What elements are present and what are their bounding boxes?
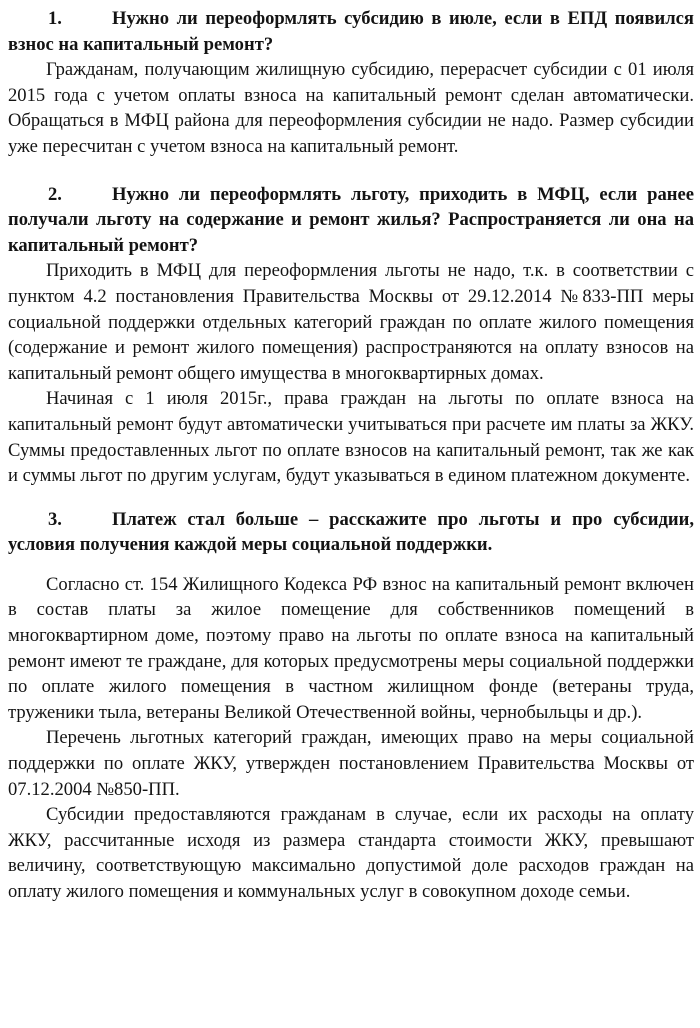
faq-section-3 xyxy=(8,507,694,905)
answer-paragraph: Гражданам, получающим жилищную субсидию, перерасчет субсидии с 01 июля 2015 года с учетом оплаты взноса на капитальный ремонт сделан автоматически. Обращаться в МФЦ района для переоформления субсидии не надо. Размер субсидии уже пересчитан с учетом взноса на капитальный ремонт. xyxy=(8,59,694,157)
faq-section-2 xyxy=(8,182,694,489)
answer-paragraph: Субсидии предоставляются гражданам в случае, если их расходы на оплату ЖКУ, рассчитанные исходя из размера стандарта стоимости ЖКУ, превышают величину, соответствующую максимально допустимой доле расходов граждан на оплату жилого помещения и коммунальных услуг в совокупном доходе семьи. xyxy=(8,804,694,902)
question-heading xyxy=(8,182,694,259)
question-text: Платеж стал больше – расскажите про льготы и про субсидии, условия получения каждой меры социальной поддержки. xyxy=(8,508,694,556)
question-heading xyxy=(8,6,694,57)
section-spacer xyxy=(8,489,694,507)
question-number: 1. xyxy=(48,8,62,29)
answer-paragraph: Приходить в МФЦ для переоформления льготы не надо, т.к. в соответствии с пунктом 4.2 постановления Правительства Москвы от 29.12.2014 №833-ПП меры социальной поддержки отдельных категорий граждан по оплате жилого помещения (содержание и ремонт жилого помещения) распространяются на оплату взносов на капитальный ремонт общего имущества в многоквартирных домах. xyxy=(8,260,694,384)
answer-paragraph: Начиная с 1 июля 2015г., права граждан на льготы по оплате взноса на капитальный ремонт будут автоматически учитываться при расчете им платы за ЖКУ. Суммы предоставленных льгот по оплате взносов на капитальный ремонт, так же как и суммы льгот по другим услугам, будут указываться в едином платежном документе. xyxy=(8,388,694,487)
faq-section-1 xyxy=(8,6,694,160)
question-number: 2. xyxy=(48,183,62,205)
question-text: Нужно ли переоформлять льготу, приходить в МФЦ, если ранее получали льготу на содержание и ремонт жилья? Распространяется ли она на капитальный ремонт? xyxy=(8,183,694,256)
question-text: Нужно ли переоформлять субсидию в июле, если в ЕПД появился взнос на капитальный ремонт? xyxy=(8,8,694,55)
answer-paragraph: Перечень льготных категорий граждан, имеющих право на меры социальной поддержки по оплате ЖКУ, утвержден постановлением Правительства Москвы от 07.12.2004 №850-ПП. xyxy=(8,727,694,800)
question-number: 3. xyxy=(48,508,62,530)
answer-paragraph: Согласно ст. 154 Жилищного Кодекса РФ взнос на капитальный ремонт включен в состав платы за жилое помещение для собственников помещений в многоквартирном доме, поэтому право на льготы по оплате взноса на капитальный ремонт имеют те граждане, для которых предусмотрены меры социальной поддержки по оплате жилого помещения в частном жилищном фонде (ветераны труда, труженики тыла, ветераны Великой Отечественной войны, чернобыльцы и др.). xyxy=(8,573,694,723)
section-spacer xyxy=(8,160,694,182)
heading-spacer xyxy=(8,558,694,572)
question-heading xyxy=(8,507,694,558)
